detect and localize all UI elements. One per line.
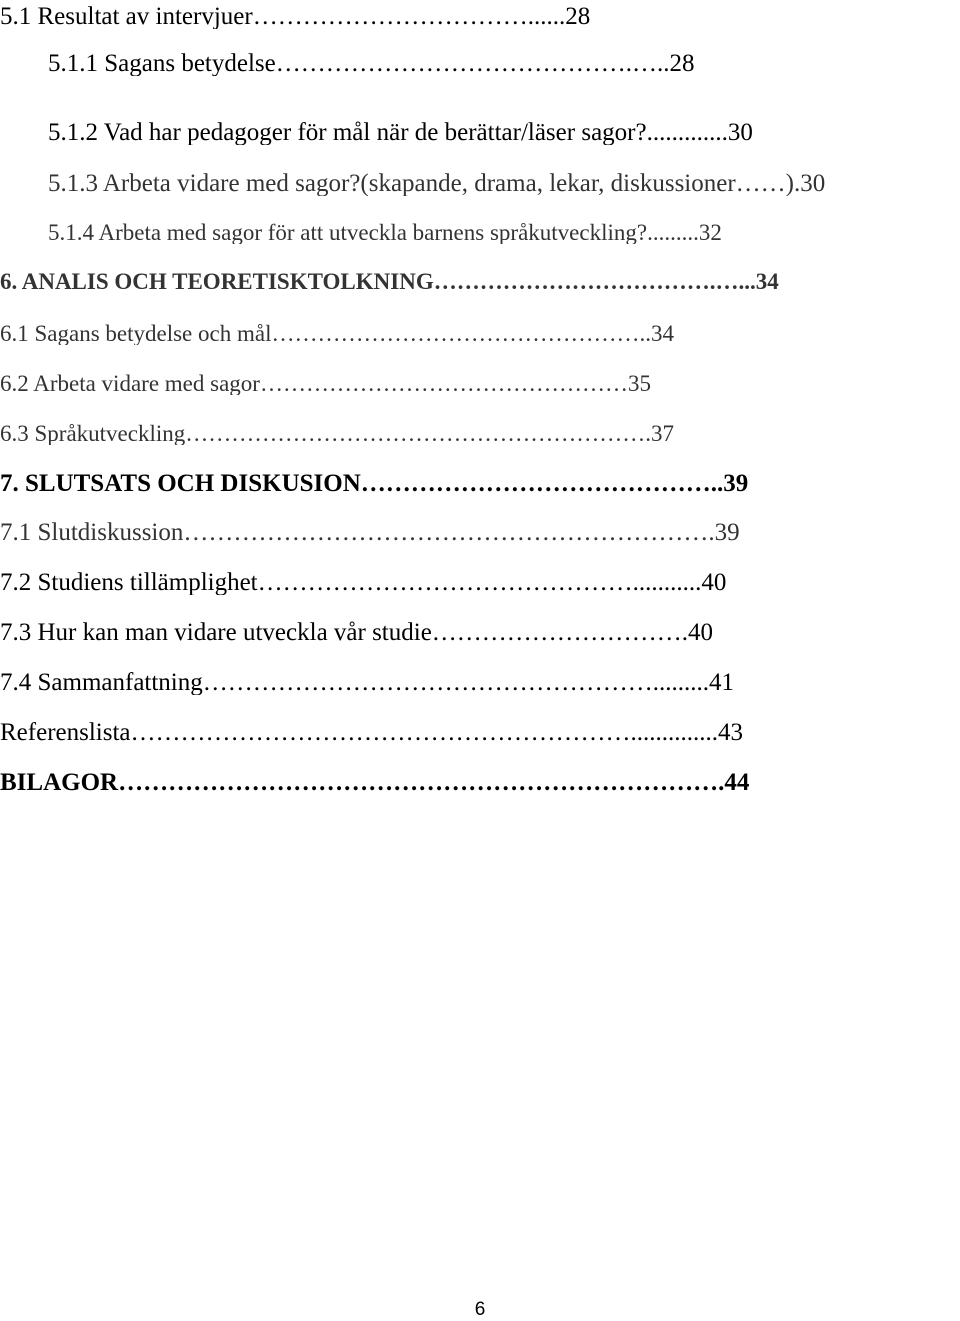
toc-entry-5-1-1[interactable]: 5.1.1 Sagans betydelse…………………………………….…..28 (48, 51, 695, 76)
toc-entry-bilagor[interactable]: BILAGOR……………………………………………………………….44 (0, 770, 750, 795)
toc-entry-7[interactable]: 7. SLUTSATS OCH DISKUSION……………………………………..39 (0, 471, 749, 496)
page-number: 6 (474, 1299, 486, 1320)
toc-entry-6-2[interactable]: 6.2 Arbeta vidare med sagor…………………………………………35 (0, 372, 651, 395)
toc-entry-7-1[interactable]: 7.1 Slutdiskussion……………………………………………………….39 (0, 520, 740, 545)
toc-entry-6-3[interactable]: 6.3 Språkutveckling…………………………………………………….37 (0, 422, 674, 445)
toc-entry-6[interactable]: 6. ANALIS OCH TEORETISKTOLKNING……………………………….…...34 (0, 270, 779, 293)
toc-entry-referenslista[interactable]: Referenslista……………………………………………………..............43 (0, 720, 744, 745)
toc-entry-7-2[interactable]: 7.2 Studiens tillämplighet………………………………………...........40 (0, 570, 727, 595)
toc-entry-5-1[interactable]: 5.1 Resultat av intervjuer……………………………......28 (0, 4, 591, 29)
toc-entry-5-1-4[interactable]: 5.1.4 Arbeta med sagor för att utveckla barnens språkutveckling?.........32 (48, 221, 722, 244)
toc-entry-7-4[interactable]: 7.4 Sammanfattning……………………………………………….........41 (0, 670, 734, 695)
toc-entry-6-1[interactable]: 6.1 Sagans betydelse och mål…………………………………………..34 (0, 322, 674, 345)
toc-entry-5-1-2[interactable]: 5.1.2 Vad har pedagoger för mål när de berättar/läser sagor?.............30 (48, 120, 753, 145)
toc-entry-5-1-3[interactable]: 5.1.3 Arbeta vidare med sagor?(skapande, drama, lekar, diskussioner……).30 (48, 171, 826, 196)
toc-entry-7-3[interactable]: 7.3 Hur kan man vidare utveckla vår studie………………………….40 (0, 620, 714, 645)
